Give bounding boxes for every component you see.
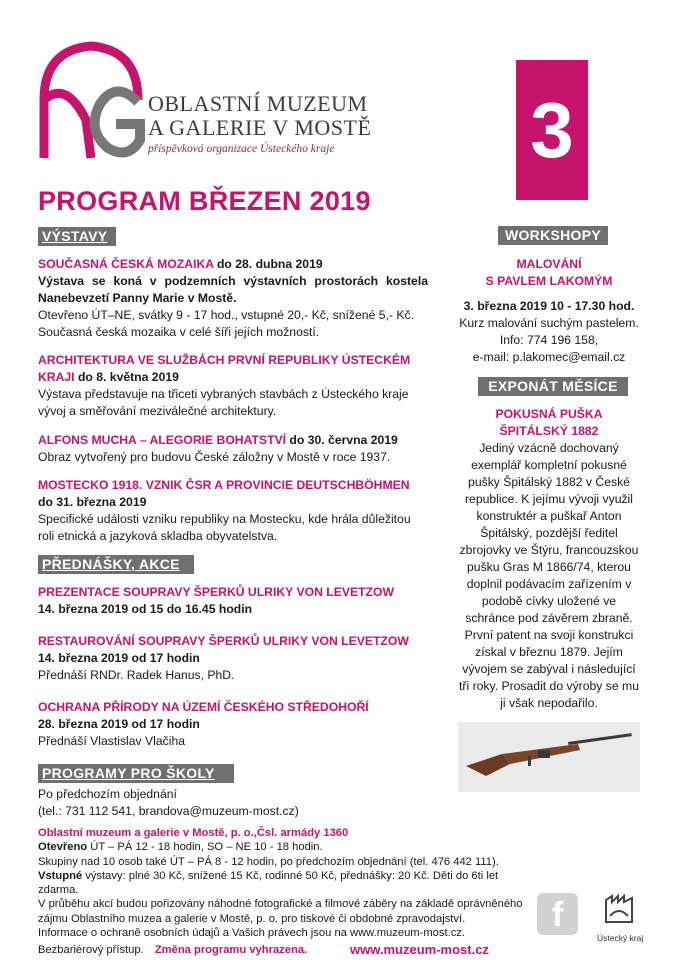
exhibition-item — [38, 477, 428, 545]
exhibit-desc: Jediný vzácně dochovaný exemplář kompletní pokusné pušky Špitálský 1882 v České republice. K jejímu vývoji využil konstruktér a puškař Anton Špitálský, pozdější ředitel zbrojovky ve Štýru, francouzskou pušku Gras M 1866/74, kterou doplnil podávacím zařízením v podobě cívky uložené ve schránce pod závěrem zbraně. První patent na svoji konstrukci získal v březnu 1879. Jejím vývojem se zabýval i následující tři roky. Prosadit do výroby se mu ji však nepodařilo. — [459, 441, 639, 710]
workshop-block — [458, 256, 640, 366]
exhibition-venue: Výstava se koná v podzemních výstavních prostorách kostela Nanebevzetí Panny Marie v Mostě. — [38, 274, 428, 305]
school-programs-line1: Po předchozím objednání — [38, 787, 177, 801]
exhibition-date: do 8. května 2019 — [74, 370, 179, 384]
org-name-line2: A GALERIE V MOSTĚ — [148, 115, 372, 140]
ustecky-kraj-logo — [597, 892, 644, 943]
exhibition-item — [38, 432, 428, 466]
workshop-title: MALOVÁNÍ — [516, 257, 582, 271]
lecture-title: PREZENTACE SOUPRAVY ŠPERKŮ ULRIKY VON LEVETZOW — [38, 585, 394, 599]
exhibition-date: do 31. března 2019 — [38, 495, 147, 509]
lecture-date: 28. března 2019 od 17 hodin — [38, 717, 200, 731]
exhibition-desc: Obraz vytvořený pro budovu České záložny v Mostě v roce 1937. — [38, 450, 391, 464]
lecture-date: 14. března 2019 od 15 do 16.45 hodin — [38, 602, 253, 616]
museum-logo — [36, 40, 146, 162]
org-subtitle: příspěvková organizace Ústeckého kraje — [148, 143, 335, 155]
section-programy-heading: PROGRAMY PRO ŠKOLY — [38, 764, 234, 783]
exhibition-item — [38, 256, 428, 341]
exhibition-desc: Výstava představuje na třiceti vybraných stavbách z Ústeckého kraje vývoj a směřování meziválečné architektury. — [38, 387, 409, 418]
school-programs-contact: (tel.: 731 112 541, brandova@muzeum-most.cz) — [38, 804, 299, 818]
org-name — [148, 92, 371, 155]
facebook-icon[interactable]: f — [537, 893, 578, 935]
lecture-item — [38, 584, 428, 618]
footer-privacy: Informace o ochraně osobních údajů a Vašich právech jsou na www.muzeum-most.cz. — [38, 927, 465, 940]
footer-open-label: Otevřeno — [38, 841, 88, 854]
exhibit-block — [458, 406, 640, 712]
school-programs — [38, 786, 428, 820]
workshop-date: 3. března 2019 10 - 17.30 hod. — [463, 299, 635, 313]
footer — [38, 826, 538, 959]
footer-fee-label: Vstupné — [38, 869, 83, 882]
workshop-desc: Kurz malování suchým pastelem. — [459, 316, 639, 330]
section-vystavy-heading: VÝSTAVY — [38, 227, 116, 246]
workshop-subtitle: S PAVLEM LAKOMÝM — [485, 274, 613, 288]
exhibition-desc: Otevřeno ÚT–NE, svátky 9 - 17 hod., vstupné 20,- Kč, snížené 5,- Kč. Současná česká mozaika v celé šíři jejích možností. — [38, 308, 414, 339]
section-exponat-heading: EXPONÁT MĚSÍCE — [478, 377, 628, 396]
footer-open-hours: ÚT – PÁ 12 - 18 hodin, SO – NE 10 - 18 hodin. — [87, 841, 323, 854]
lecture-item — [38, 699, 428, 750]
section-workshopy-heading: WORKSHOPY — [498, 226, 608, 245]
workshop-info: Info: 774 196 158, — [499, 333, 599, 347]
exhibition-title: SOUČASNÁ ČESKÁ MOZAIKA — [38, 257, 214, 271]
exhibition-date: do 28. dubna 2019 — [213, 257, 323, 271]
footer-barrier: Bezbariérový přístup. — [38, 944, 144, 957]
footer-change: Změna programu vyhrazena. — [154, 944, 308, 957]
rifle-image — [458, 722, 640, 792]
footer-fee-text: výstavy: plné 30 Kč, snížené 15 Kč, rodinné 50 Kč, přednášky: 20 Kč. Děti do 6ti let zdarma. — [38, 869, 499, 897]
org-name-line1: OBLASTNÍ MUZEUM — [148, 91, 368, 116]
exhibition-date: do 30. června 2019 — [286, 433, 398, 447]
issue-number-box: 3 — [516, 60, 588, 200]
page-title: PROGRAM BŘEZEN 2019 — [38, 186, 371, 216]
exhibit-subtitle: ŠPITÁLSKÝ 1882 — [499, 424, 599, 438]
footer-address: Oblastní muzeum a galerie v Mostě, p. o.,Čsl. armády 1360 — [38, 827, 349, 839]
footer-groups: Skupiny nad 10 osob také ÚT – PÁ 8 - 12 hodin, po předchozím objednání (tel. 476 442 111). — [38, 855, 499, 868]
lecture-item — [38, 633, 428, 684]
exhibition-item — [38, 352, 428, 420]
section-prednasky-heading: PŘEDNÁŠKY, AKCE — [38, 555, 194, 574]
lecture-title: OCHRANA PŘÍRODY NA ÚZEMÍ ČESKÉHO STŘEDOHOŘÍ — [38, 700, 369, 714]
lecture-date: 14. března 2019 od 17 hodin — [38, 651, 200, 665]
footer-photo-notice: V průběhu akcí budou pořizovány náhodné fotografické a filmové záběry na základě oprávněného zájmu Oblastního muzea a galerie v Mostě, p. o. pro tiskové či obdobné zpravodajství. — [38, 898, 523, 925]
ustecky-kraj-label: Ústecký kraj — [597, 933, 644, 943]
lecture-speaker: Přednáší RNDr. Radek Hanus, PhD. — [38, 668, 235, 682]
ustecky-kraj-emblem — [602, 892, 636, 926]
footer-web-link[interactable]: www.muzeum-most.cz — [350, 942, 489, 958]
exhibition-title: ALFONS MUCHA – ALEGORIE BOHATSTVÍ — [38, 433, 287, 447]
exhibition-title: MOSTECKO 1918. VZNIK ČSR A PROVINCIE DEUTSCHBÖHMEN — [38, 478, 410, 492]
lecture-title: RESTAUROVÁNÍ SOUPRAVY ŠPERKŮ ULRIKY VON LEVETZOW — [38, 634, 409, 648]
exhibition-title: ARCHITEKTURA VE SLUŽBÁCH PRVNÍ REPUBLIKY ÚSTECKÉM KRAJI — [38, 353, 411, 384]
lecture-speaker: Přednáší Vlastislav Vlačiha — [38, 734, 185, 748]
workshop-email: e-mail: p.lakomec@email.cz — [472, 350, 626, 364]
exhibition-desc: Specifické události vzniku republiky na Mostecku, kde hrála důležitou roli etnická a jazyková skladba obyvatelstva. — [38, 512, 411, 543]
exhibit-title: POKUSNÁ PUŠKA — [495, 407, 603, 421]
